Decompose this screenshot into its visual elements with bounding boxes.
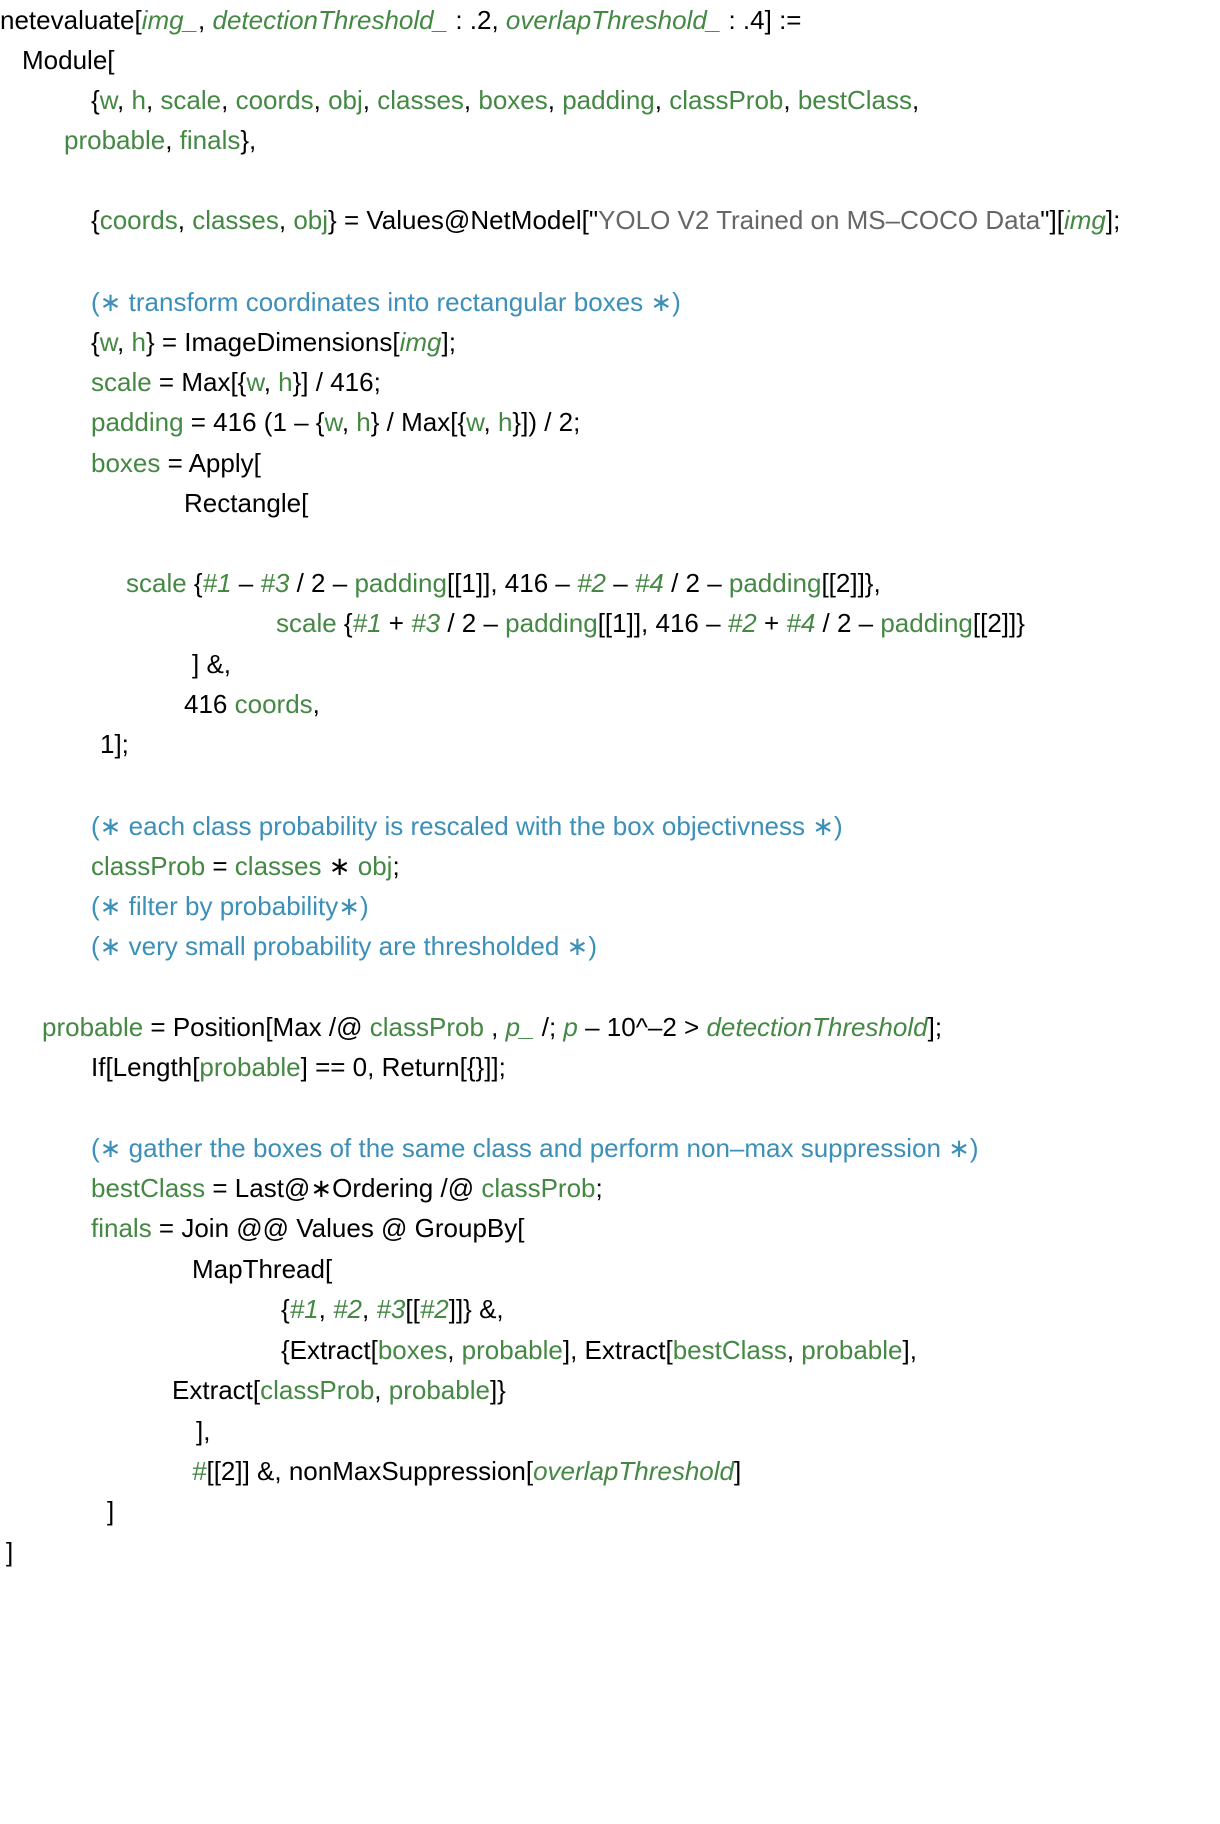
code-token: = Max[{ bbox=[151, 367, 247, 397]
code-token: { bbox=[336, 608, 353, 638]
code-token: ] &, bbox=[192, 649, 232, 679]
code-line[interactable] bbox=[91, 402, 580, 442]
code-line[interactable] bbox=[91, 1168, 603, 1208]
variable-token: scale bbox=[91, 367, 152, 397]
code-token: , bbox=[911, 85, 920, 115]
pattern-token: #2 bbox=[577, 568, 606, 598]
code-token: ∗ bbox=[321, 851, 358, 881]
code-line[interactable] bbox=[184, 483, 308, 523]
variable-token: h bbox=[497, 407, 513, 437]
pattern-token: detectionThreshold_ bbox=[212, 5, 449, 35]
code-line[interactable] bbox=[22, 40, 115, 80]
variable-token: obj bbox=[293, 205, 329, 235]
code-line[interactable] bbox=[0, 0, 801, 40]
code-line[interactable] bbox=[91, 1047, 506, 1087]
code-token: = Position[Max /@ bbox=[143, 1012, 370, 1042]
variable-token: classes bbox=[377, 85, 464, 115]
code-token: = Join @@ Values @ GroupBy[ bbox=[151, 1213, 525, 1243]
variable-token: bestClass bbox=[797, 85, 912, 115]
code-token: netevaluate[ bbox=[0, 5, 142, 35]
code-token: ]]} &, bbox=[448, 1294, 504, 1324]
variable-token: classProb bbox=[260, 1375, 375, 1405]
code-token: , bbox=[786, 1335, 802, 1365]
variable-token: probable bbox=[64, 125, 166, 155]
variable-token: bestClass bbox=[672, 1335, 787, 1365]
code-line[interactable] bbox=[281, 1330, 917, 1370]
code-token: {Extract[ bbox=[281, 1335, 378, 1365]
code-token: [[2]]} bbox=[972, 608, 1025, 638]
pattern-token: overlapThreshold_ bbox=[505, 5, 722, 35]
code-token: "][ bbox=[1040, 205, 1064, 235]
code-token: }] / 416; bbox=[292, 367, 381, 397]
code-token: + bbox=[756, 608, 787, 638]
variable-token: obj bbox=[328, 85, 363, 115]
code-token: [[1]], 416 – bbox=[597, 608, 728, 638]
code-token: { bbox=[91, 205, 100, 235]
pattern-token: overlapThreshold bbox=[533, 1456, 734, 1486]
pattern-token: #4 bbox=[786, 608, 816, 638]
code-token: ] bbox=[733, 1456, 742, 1486]
code-token: = Last@∗Ordering /@ bbox=[205, 1173, 482, 1203]
code-token: , bbox=[312, 689, 320, 719]
code-token: = 416 (1 – { bbox=[183, 407, 325, 437]
code-token: ], bbox=[902, 1335, 917, 1365]
variable-token: probable bbox=[199, 1052, 301, 1082]
pattern-token: #1 bbox=[202, 568, 232, 598]
variable-token: scale bbox=[126, 568, 187, 598]
comment-token: (∗ each class probability is rescaled with the box objectivness ∗) bbox=[91, 811, 843, 841]
code-token: , bbox=[447, 1335, 462, 1365]
variable-token: h bbox=[356, 407, 371, 437]
code-line[interactable] bbox=[91, 886, 369, 926]
pattern-token: # bbox=[192, 1456, 207, 1486]
variable-token: classes bbox=[192, 205, 279, 235]
code-token: ]; bbox=[1105, 205, 1121, 235]
code-token: { bbox=[91, 85, 100, 115]
variable-token: w bbox=[246, 367, 264, 397]
code-line[interactable] bbox=[91, 806, 843, 846]
variable-token: coords bbox=[99, 205, 178, 235]
pattern-token: img bbox=[1063, 205, 1106, 235]
code-line[interactable] bbox=[192, 1249, 332, 1289]
variable-token: padding bbox=[562, 85, 655, 115]
code-token: } = ImageDimensions[ bbox=[145, 327, 400, 357]
code-line[interactable] bbox=[91, 926, 597, 966]
pattern-token: p bbox=[563, 1012, 578, 1042]
variable-token: probable bbox=[461, 1335, 563, 1365]
code-token: ], bbox=[196, 1416, 211, 1446]
code-line[interactable] bbox=[91, 322, 456, 362]
code-token: }]) / 2; bbox=[512, 407, 581, 437]
pattern-token: #4 bbox=[634, 568, 664, 598]
code-token: , bbox=[374, 1375, 389, 1405]
comment-token: (∗ filter by probability∗) bbox=[91, 891, 369, 921]
code-token: , bbox=[318, 1294, 334, 1324]
pattern-token: p_ bbox=[505, 1012, 535, 1042]
code-token: , bbox=[783, 85, 798, 115]
code-line[interactable] bbox=[6, 1532, 13, 1572]
code-token: }, bbox=[240, 125, 257, 155]
code-line[interactable] bbox=[192, 1451, 741, 1491]
variable-token: padding bbox=[728, 568, 822, 598]
code-token: If[Length[ bbox=[91, 1052, 200, 1082]
variable-token: boxes bbox=[91, 448, 161, 478]
code-token: } = Values@NetModel[" bbox=[328, 205, 599, 235]
code-token: /; bbox=[534, 1012, 564, 1042]
code-token: ; bbox=[595, 1173, 603, 1203]
code-line[interactable] bbox=[91, 282, 681, 322]
code-token: ]; bbox=[927, 1012, 943, 1042]
code-token: { bbox=[186, 568, 203, 598]
code-token: : .2, bbox=[448, 5, 506, 35]
code-line[interactable] bbox=[91, 80, 919, 120]
code-token: , bbox=[278, 205, 294, 235]
variable-token: coords bbox=[235, 85, 314, 115]
pattern-token: #2 bbox=[727, 608, 757, 638]
code-token: , bbox=[362, 85, 378, 115]
variable-token: probable bbox=[388, 1375, 490, 1405]
comment-token: (∗ gather the boxes of the same class and perform non–max suppression ∗) bbox=[91, 1133, 979, 1163]
code-token: { bbox=[91, 327, 100, 357]
code-token: 416 bbox=[184, 689, 235, 719]
code-line[interactable] bbox=[281, 1289, 504, 1329]
variable-token: w bbox=[99, 327, 118, 357]
variable-token: padding bbox=[91, 407, 184, 437]
variable-token: probable bbox=[42, 1012, 144, 1042]
code-token: / 2 – bbox=[663, 568, 729, 598]
string-token: YOLO V2 Trained on MS–COCO Data bbox=[598, 205, 1041, 235]
code-token: , bbox=[177, 205, 193, 235]
variable-token: w bbox=[466, 407, 484, 437]
variable-token: padding bbox=[880, 608, 973, 638]
pattern-token: img bbox=[399, 327, 442, 357]
code-token: / 2 – bbox=[815, 608, 881, 638]
code-token: Module[ bbox=[22, 45, 115, 75]
pattern-token: #1 bbox=[352, 608, 382, 638]
code-token: ] bbox=[6, 1537, 14, 1567]
code-token: – bbox=[606, 568, 635, 598]
code-token: [[2]] &, nonMaxSuppression[ bbox=[206, 1456, 534, 1486]
code-token: + bbox=[381, 608, 412, 638]
variable-token: w bbox=[99, 85, 118, 115]
variable-token: classProb bbox=[369, 1012, 484, 1042]
variable-token: finals bbox=[179, 125, 241, 155]
code-token: [[2]]}, bbox=[821, 568, 881, 598]
code-line[interactable] bbox=[100, 724, 129, 764]
variable-token: h bbox=[131, 327, 146, 357]
code-token: , bbox=[263, 367, 279, 397]
code-line[interactable] bbox=[276, 603, 1025, 643]
code-token: , bbox=[547, 85, 563, 115]
variable-token: scale bbox=[160, 85, 222, 115]
variable-token: h bbox=[131, 85, 146, 115]
pattern-token: #1 bbox=[289, 1294, 319, 1324]
code-token: } / Max[{ bbox=[370, 407, 467, 437]
code-line[interactable] bbox=[91, 846, 400, 886]
code-token: , bbox=[117, 327, 132, 357]
code-token: , bbox=[483, 407, 498, 437]
code-token: ] bbox=[107, 1496, 115, 1526]
code-line[interactable] bbox=[91, 362, 381, 402]
variable-token: coords bbox=[234, 689, 313, 719]
variable-token: classProb bbox=[91, 851, 206, 881]
code-token: 1]; bbox=[100, 729, 129, 759]
code-token: , bbox=[165, 125, 180, 155]
code-line[interactable] bbox=[172, 1370, 506, 1410]
variable-token: h bbox=[278, 367, 293, 397]
code-token: ], Extract[ bbox=[562, 1335, 673, 1365]
variable-token: boxes bbox=[377, 1335, 448, 1365]
comment-token: (∗ very small probability are thresholded ∗) bbox=[91, 931, 597, 961]
pattern-token: #3 bbox=[260, 568, 290, 598]
code-token: , bbox=[313, 85, 329, 115]
pattern-token: img_ bbox=[141, 5, 199, 35]
variable-token: classes bbox=[234, 851, 322, 881]
pattern-token: #2 bbox=[419, 1294, 449, 1324]
variable-token: padding bbox=[354, 568, 447, 598]
code-token: = Apply[ bbox=[160, 448, 261, 478]
code-token: – 10^–2 > bbox=[577, 1012, 707, 1042]
code-token: = bbox=[205, 851, 235, 881]
variable-token: probable bbox=[801, 1335, 903, 1365]
code-token: ]; bbox=[441, 327, 456, 357]
variable-token: bestClass bbox=[91, 1173, 206, 1203]
code-token: [[ bbox=[405, 1294, 420, 1324]
code-token: , bbox=[117, 85, 132, 115]
code-token: , bbox=[341, 407, 357, 437]
code-token: ; bbox=[392, 851, 400, 881]
code-line[interactable] bbox=[126, 563, 881, 603]
code-line[interactable] bbox=[192, 644, 231, 684]
variable-token: padding bbox=[505, 608, 598, 638]
code-token: ]} bbox=[489, 1375, 506, 1405]
code-line[interactable] bbox=[184, 684, 320, 724]
code-token: , bbox=[198, 5, 213, 35]
code-token: / 2 – bbox=[440, 608, 506, 638]
code-line[interactable] bbox=[91, 1208, 525, 1248]
code-line[interactable] bbox=[91, 1128, 979, 1168]
code-line[interactable] bbox=[196, 1411, 210, 1451]
variable-token: obj bbox=[357, 851, 393, 881]
code-token: , bbox=[463, 85, 479, 115]
variable-token: scale bbox=[276, 608, 337, 638]
code-line[interactable] bbox=[91, 443, 261, 483]
pattern-token: #3 bbox=[411, 608, 441, 638]
variable-token: boxes bbox=[478, 85, 548, 115]
variable-token: classProb bbox=[481, 1173, 596, 1203]
code-line[interactable] bbox=[91, 200, 1120, 240]
variable-token: classProb bbox=[669, 85, 784, 115]
code-token: Extract[ bbox=[172, 1375, 261, 1405]
code-token: / 2 – bbox=[289, 568, 355, 598]
code-token: – bbox=[231, 568, 261, 598]
pattern-token: detectionThreshold bbox=[706, 1012, 928, 1042]
code-token: Rectangle[ bbox=[184, 488, 309, 518]
code-token: [[1]], 416 – bbox=[446, 568, 578, 598]
code-line[interactable] bbox=[42, 1007, 942, 1047]
variable-token: finals bbox=[91, 1213, 152, 1243]
code-token: , bbox=[483, 1012, 506, 1042]
code-token: , bbox=[361, 1294, 377, 1324]
code-line[interactable] bbox=[64, 120, 256, 160]
code-token: { bbox=[281, 1294, 290, 1324]
pattern-token: #2 bbox=[333, 1294, 362, 1324]
code-token: , bbox=[145, 85, 161, 115]
code-token: : .4] := bbox=[721, 5, 802, 35]
code-line[interactable] bbox=[107, 1491, 114, 1531]
variable-token: w bbox=[324, 407, 342, 437]
code-token: MapThread[ bbox=[192, 1254, 333, 1284]
code-token: , bbox=[221, 85, 236, 115]
code-token: ] == 0, Return[{}]]; bbox=[300, 1052, 506, 1082]
code-token: , bbox=[654, 85, 670, 115]
pattern-token: #3 bbox=[376, 1294, 406, 1324]
comment-token: (∗ transform coordinates into rectangular boxes ∗) bbox=[91, 287, 681, 317]
